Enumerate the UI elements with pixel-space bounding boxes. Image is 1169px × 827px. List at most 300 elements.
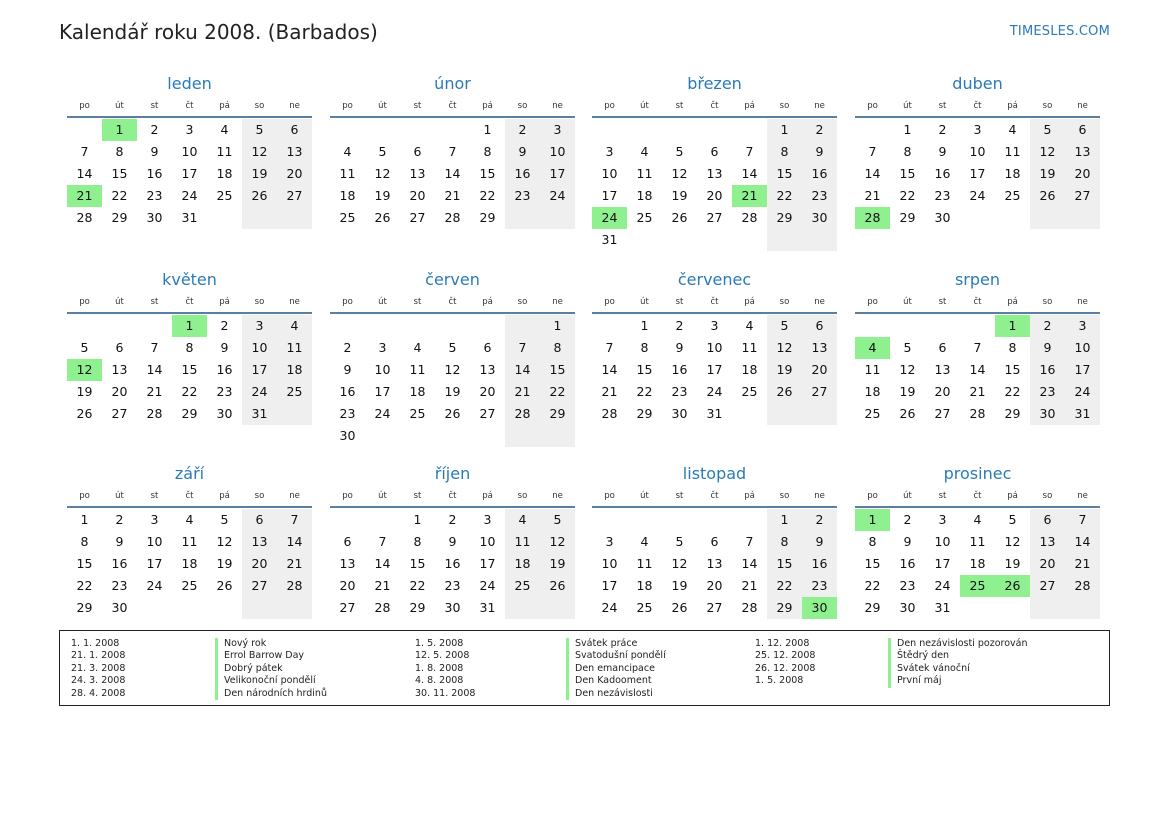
day-cell: 19 — [767, 359, 802, 381]
empty-cell — [365, 425, 400, 447]
empty-cell — [627, 509, 662, 531]
day-cell: 2 — [505, 119, 540, 141]
legend-holiday-name: Dobrý pátek — [215, 663, 327, 675]
legend-date: 28. 4. 2008 — [71, 687, 126, 699]
day-cell: 2 — [448, 512, 457, 527]
day-cell: 6 — [710, 144, 719, 159]
empty-cell — [540, 597, 575, 619]
empty-cell — [330, 315, 365, 337]
month-name: říjen — [434, 464, 471, 483]
day-cell: 13 — [934, 362, 951, 377]
day-cell: 21 — [732, 185, 767, 207]
day-cell: 11 — [181, 534, 198, 549]
empty-cell — [435, 425, 470, 447]
day-cell: 25 — [409, 406, 426, 421]
day-cell: 25 — [960, 575, 995, 597]
weekday-header — [855, 486, 1100, 508]
day-cell: 16 — [671, 362, 688, 377]
day-cell: 4 — [413, 340, 422, 355]
day-cell: 10 — [242, 337, 277, 359]
month-name: prosinec — [943, 464, 1012, 483]
legend-holiday-name: Den Kadooment — [566, 675, 666, 687]
empty-cell — [505, 425, 540, 447]
day-cell: 13 — [802, 337, 837, 359]
empty-cell — [732, 119, 767, 141]
legend-holiday-name: Svátek vánoční — [888, 663, 1028, 675]
day-cell: 5 — [220, 512, 229, 527]
day-cell: 23 — [899, 578, 916, 593]
day-cell: 24 — [146, 578, 163, 593]
weekday-label: so — [779, 297, 790, 307]
day-cell: 15 — [540, 359, 575, 381]
day-cell: 12 — [1030, 141, 1065, 163]
day-cell: 4 — [855, 337, 890, 359]
weekday-label: čt — [973, 101, 982, 111]
month-březen — [592, 72, 837, 251]
day-cell: 6 — [802, 315, 837, 337]
day-cell: 27 — [706, 210, 723, 225]
day-cell: 18 — [636, 188, 653, 203]
day-cell: 14 — [969, 362, 986, 377]
weekday-label: so — [517, 297, 528, 307]
day-cell: 29 — [409, 600, 426, 615]
day-cell: 1 — [767, 509, 802, 531]
legend-dates-3 — [755, 638, 815, 688]
month-duben — [855, 72, 1100, 229]
day-cell: 29 — [767, 207, 802, 229]
month-name: srpen — [954, 270, 1001, 289]
day-cell: 19 — [540, 553, 575, 575]
empty-cell — [1065, 207, 1100, 229]
day-cell: 17 — [540, 163, 575, 185]
day-cell: 24 — [1065, 381, 1100, 403]
day-cell: 20 — [339, 578, 356, 593]
day-cell: 26 — [540, 575, 575, 597]
empty-cell — [662, 119, 697, 141]
day-cell: 1 — [995, 315, 1030, 337]
weekday-label: čt — [448, 297, 457, 307]
day-grid — [330, 509, 575, 619]
empty-cell — [400, 315, 435, 337]
weekday-label: st — [413, 491, 422, 501]
day-cell: 30 — [339, 428, 356, 443]
day-cell: 12 — [444, 362, 461, 377]
day-cell: 28 — [505, 403, 540, 425]
empty-cell — [697, 509, 732, 531]
empty-cell — [1065, 597, 1100, 619]
empty-cell — [277, 403, 312, 425]
weekday-label: čt — [448, 101, 457, 111]
weekday-header — [855, 292, 1100, 314]
day-cell: 17 — [934, 556, 951, 571]
day-grid — [592, 119, 837, 251]
day-cell: 22 — [636, 384, 653, 399]
day-cell: 21 — [1065, 553, 1100, 575]
day-cell: 1 — [483, 122, 492, 137]
weekday-label: so — [779, 491, 790, 501]
weekday-label: st — [938, 491, 947, 501]
day-grid — [330, 119, 575, 229]
legend-holiday-name: Den nezávislosti pozorován — [888, 638, 1028, 650]
day-cell: 23 — [216, 384, 233, 399]
day-cell: 14 — [444, 166, 461, 181]
day-cell: 27 — [1065, 185, 1100, 207]
day-cell: 21 — [146, 384, 163, 399]
day-cell: 6 — [343, 534, 352, 549]
day-cell: 20 — [706, 188, 723, 203]
day-cell: 15 — [767, 163, 802, 185]
day-cell: 1 — [640, 318, 649, 333]
empty-cell — [470, 425, 505, 447]
empty-cell — [365, 509, 400, 531]
day-cell: 30 — [802, 597, 837, 619]
day-cell: 13 — [706, 556, 723, 571]
legend-date: 1. 8. 2008 — [415, 662, 464, 674]
weekday-label: pá — [744, 297, 755, 307]
month-srpen — [855, 268, 1100, 425]
day-cell: 24 — [706, 384, 723, 399]
day-cell: 5 — [767, 315, 802, 337]
day-cell: 6 — [242, 509, 277, 531]
day-cell: 14 — [505, 359, 540, 381]
day-cell: 8 — [483, 144, 492, 159]
weekday-label: čt — [973, 297, 982, 307]
day-cell: 8 — [767, 531, 802, 553]
empty-cell — [592, 119, 627, 141]
day-grid — [67, 315, 312, 425]
empty-cell — [627, 119, 662, 141]
legend-dates-2 — [415, 638, 475, 700]
day-cell: 30 — [146, 210, 163, 225]
day-cell: 27 — [479, 406, 496, 421]
day-cell: 23 — [1030, 381, 1065, 403]
day-cell: 26 — [374, 210, 391, 225]
day-cell: 13 — [1030, 531, 1065, 553]
day-cell: 13 — [1065, 141, 1100, 163]
day-cell: 13 — [706, 166, 723, 181]
day-cell: 12 — [374, 166, 391, 181]
day-cell: 10 — [146, 534, 163, 549]
legend-date: 25. 12. 2008 — [755, 650, 816, 662]
weekday-label: út — [378, 297, 387, 307]
day-cell: 5 — [242, 119, 277, 141]
day-cell: 11 — [277, 337, 312, 359]
day-cell: 9 — [150, 144, 159, 159]
legend-holiday-name: Den emancipace — [566, 663, 666, 675]
legend-holiday-name: Den národních hrdinů — [215, 688, 327, 700]
day-cell: 7 — [1065, 509, 1100, 531]
day-cell: 15 — [479, 166, 496, 181]
day-cell: 24 — [479, 578, 496, 593]
empty-cell — [400, 425, 435, 447]
day-cell: 4 — [640, 144, 649, 159]
day-cell: 30 — [899, 600, 916, 615]
day-cell: 25 — [505, 575, 540, 597]
day-cell: 18 — [339, 188, 356, 203]
day-cell: 22 — [479, 188, 496, 203]
day-cell: 5 — [80, 340, 89, 355]
legend-date: 24. 3. 2008 — [71, 675, 126, 687]
day-grid — [592, 509, 837, 619]
day-cell: 24 — [242, 381, 277, 403]
day-cell: 20 — [1065, 163, 1100, 185]
day-cell: 19 — [374, 188, 391, 203]
day-cell: 26 — [444, 406, 461, 421]
weekday-label: po — [342, 491, 353, 501]
day-cell: 30 — [671, 406, 688, 421]
day-cell: 16 — [146, 166, 163, 181]
day-cell: 26 — [671, 600, 688, 615]
day-grid — [330, 315, 575, 447]
day-cell: 23 — [802, 185, 837, 207]
day-cell: 6 — [483, 340, 492, 355]
day-cell: 30 — [111, 600, 128, 615]
day-cell: 11 — [216, 144, 233, 159]
day-cell: 3 — [185, 122, 194, 137]
weekday-label: po — [79, 101, 90, 111]
day-cell: 17 — [242, 359, 277, 381]
day-cell: 17 — [601, 578, 618, 593]
day-cell: 3 — [540, 119, 575, 141]
day-cell: 9 — [505, 141, 540, 163]
day-cell: 3 — [605, 144, 614, 159]
day-cell: 11 — [505, 531, 540, 553]
day-cell: 17 — [969, 166, 986, 181]
day-cell: 6 — [413, 144, 422, 159]
weekday-label: st — [413, 297, 422, 307]
day-cell: 18 — [181, 556, 198, 571]
weekday-label: st — [675, 491, 684, 501]
day-cell: 29 — [899, 210, 916, 225]
day-cell: 23 — [111, 578, 128, 593]
day-cell: 22 — [864, 578, 881, 593]
day-cell: 19 — [1004, 556, 1021, 571]
day-cell: 2 — [343, 340, 352, 355]
day-cell: 23 — [339, 406, 356, 421]
weekday-label: pá — [1007, 101, 1018, 111]
day-cell: 23 — [802, 575, 837, 597]
day-cell: 21 — [67, 185, 102, 207]
day-cell: 27 — [802, 381, 837, 403]
day-cell: 31 — [934, 600, 951, 615]
legend-holiday-name: Štědrý den — [888, 650, 1028, 662]
day-cell: 22 — [767, 185, 802, 207]
day-cell: 27 — [1030, 575, 1065, 597]
legend-dates-1 — [71, 638, 125, 700]
day-cell: 6 — [1065, 119, 1100, 141]
day-cell: 9 — [938, 144, 947, 159]
day-cell: 29 — [479, 210, 496, 225]
day-cell: 12 — [242, 141, 277, 163]
legend-holiday-name: První máj — [888, 675, 1028, 687]
empty-cell — [960, 315, 995, 337]
legend-holiday-name: Velikonoční pondělí — [215, 675, 327, 687]
day-cell: 22 — [1004, 384, 1021, 399]
weekday-label: ne — [814, 297, 825, 307]
day-cell: 24 — [592, 207, 627, 229]
day-cell: 20 — [802, 359, 837, 381]
day-cell: 27 — [409, 210, 426, 225]
day-cell: 28 — [76, 210, 93, 225]
day-cell: 26 — [242, 185, 277, 207]
weekday-label: ne — [814, 491, 825, 501]
site-link[interactable]: TIMESLES.COM — [1009, 24, 1110, 39]
day-cell: 18 — [216, 166, 233, 181]
weekday-label: pá — [219, 297, 230, 307]
day-cell: 1 — [413, 512, 422, 527]
day-cell: 1 — [540, 315, 575, 337]
day-cell: 20 — [242, 553, 277, 575]
day-grid — [855, 119, 1100, 229]
day-cell: 21 — [864, 188, 881, 203]
day-cell: 25 — [636, 600, 653, 615]
day-cell: 8 — [115, 144, 124, 159]
day-cell: 7 — [868, 144, 877, 159]
day-cell: 18 — [741, 362, 758, 377]
day-cell: 26 — [899, 406, 916, 421]
weekday-header — [330, 292, 575, 314]
day-cell: 31 — [1065, 403, 1100, 425]
day-cell: 16 — [111, 556, 128, 571]
empty-cell — [435, 119, 470, 141]
day-cell: 5 — [448, 340, 457, 355]
day-cell: 19 — [242, 163, 277, 185]
day-cell: 17 — [146, 556, 163, 571]
month-name: listopad — [682, 464, 747, 483]
day-cell: 26 — [671, 210, 688, 225]
month-prosinec — [855, 462, 1100, 619]
day-cell: 13 — [409, 166, 426, 181]
day-cell: 30 — [444, 600, 461, 615]
empty-cell — [330, 119, 365, 141]
weekday-label: po — [867, 491, 878, 501]
day-cell: 19 — [671, 188, 688, 203]
day-cell: 27 — [242, 575, 277, 597]
empty-cell — [662, 509, 697, 531]
day-cell: 22 — [767, 575, 802, 597]
day-cell: 10 — [601, 556, 618, 571]
day-cell: 30 — [934, 210, 951, 225]
weekday-header — [67, 292, 312, 314]
day-cell: 26 — [1030, 185, 1065, 207]
page-title: Kalendář roku 2008. (Barbados) — [59, 20, 378, 44]
day-cell: 15 — [767, 553, 802, 575]
day-cell: 31 — [706, 406, 723, 421]
day-cell: 9 — [343, 362, 352, 377]
weekday-label: út — [903, 491, 912, 501]
empty-cell — [995, 597, 1030, 619]
day-cell: 28 — [969, 406, 986, 421]
weekday-header — [855, 96, 1100, 118]
day-cell: 26 — [995, 575, 1030, 597]
weekday-label: út — [640, 101, 649, 111]
weekday-label: st — [150, 101, 159, 111]
weekday-label: út — [903, 101, 912, 111]
weekday-label: ne — [814, 101, 825, 111]
day-cell: 26 — [216, 578, 233, 593]
weekday-label: pá — [744, 101, 755, 111]
day-cell: 3 — [605, 534, 614, 549]
day-cell: 12 — [767, 337, 802, 359]
weekday-label: st — [150, 297, 159, 307]
day-cell: 28 — [146, 406, 163, 421]
legend-holiday-name: Den nezávislosti — [566, 688, 666, 700]
day-cell: 22 — [181, 384, 198, 399]
day-cell: 29 — [111, 210, 128, 225]
day-cell: 25 — [864, 406, 881, 421]
day-cell: 13 — [339, 556, 356, 571]
day-cell: 26 — [767, 381, 802, 403]
day-cell: 1 — [767, 119, 802, 141]
weekday-label: út — [115, 491, 124, 501]
day-cell: 16 — [802, 163, 837, 185]
empty-cell — [172, 597, 207, 619]
day-cell: 12 — [540, 531, 575, 553]
day-cell: 19 — [899, 384, 916, 399]
day-cell: 10 — [934, 534, 951, 549]
weekday-label: čt — [185, 101, 194, 111]
day-cell: 15 — [409, 556, 426, 571]
day-cell: 5 — [675, 534, 684, 549]
day-cell: 13 — [277, 141, 312, 163]
empty-cell — [995, 207, 1030, 229]
day-grid — [592, 315, 837, 425]
day-cell: 2 — [115, 512, 124, 527]
day-cell: 24 — [181, 188, 198, 203]
day-cell: 20 — [1030, 553, 1065, 575]
day-cell: 7 — [745, 534, 754, 549]
day-cell: 16 — [505, 163, 540, 185]
month-červenec — [592, 268, 837, 425]
day-cell: 7 — [150, 340, 159, 355]
day-cell: 21 — [374, 578, 391, 593]
day-cell: 18 — [505, 553, 540, 575]
weekday-label: st — [938, 101, 947, 111]
day-cell: 24 — [969, 188, 986, 203]
weekday-label: ne — [552, 297, 563, 307]
weekday-label: po — [604, 101, 615, 111]
day-cell: 20 — [111, 384, 128, 399]
empty-cell — [137, 315, 172, 337]
empty-cell — [802, 403, 837, 425]
weekday-label: so — [254, 491, 265, 501]
day-cell: 25 — [277, 381, 312, 403]
day-cell: 8 — [413, 534, 422, 549]
weekday-header — [592, 292, 837, 314]
weekday-label: pá — [219, 101, 230, 111]
day-cell: 1 — [855, 509, 890, 531]
day-cell: 23 — [505, 185, 540, 207]
day-cell: 9 — [1030, 337, 1065, 359]
empty-cell — [67, 315, 102, 337]
month-name: únor — [434, 74, 471, 93]
empty-cell — [697, 119, 732, 141]
day-cell: 15 — [1004, 362, 1021, 377]
day-cell: 2 — [675, 318, 684, 333]
day-cell: 24 — [374, 406, 391, 421]
weekday-label: po — [867, 297, 878, 307]
legend-date: 26. 12. 2008 — [755, 662, 816, 674]
day-cell: 7 — [605, 340, 614, 355]
day-cell: 2 — [1030, 315, 1065, 337]
day-cell: 8 — [540, 337, 575, 359]
day-cell: 6 — [277, 119, 312, 141]
legend-names-2 — [566, 638, 666, 700]
weekday-label: út — [640, 491, 649, 501]
day-cell: 15 — [636, 362, 653, 377]
month-name: březen — [687, 74, 742, 93]
empty-cell — [277, 597, 312, 619]
